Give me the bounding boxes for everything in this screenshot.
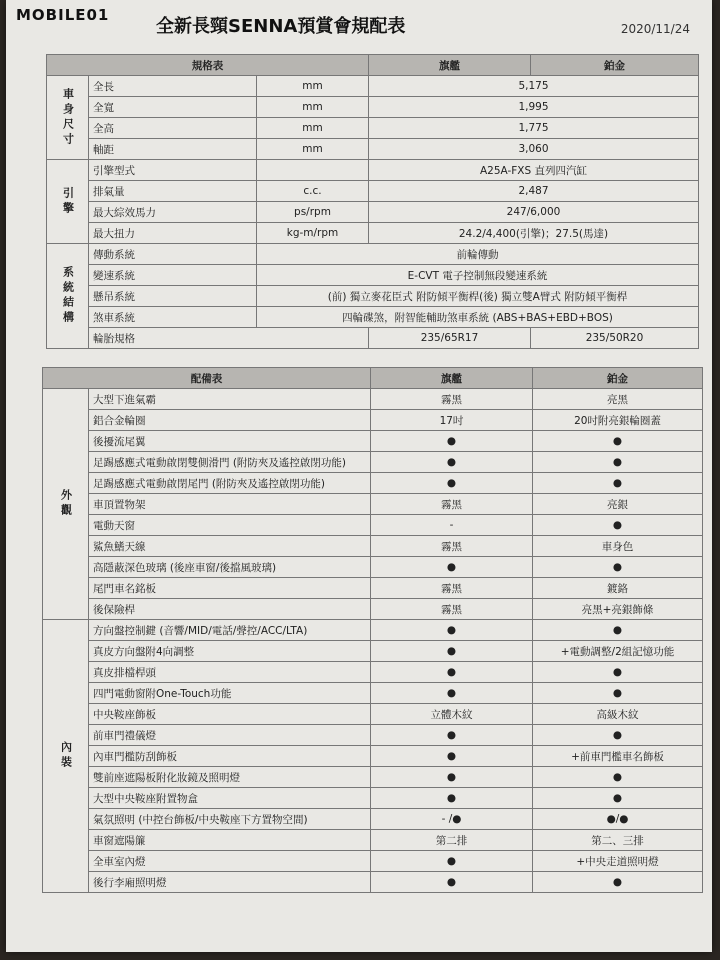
- row-value-platinum: 鍍鉻: [533, 578, 703, 599]
- row-label: 氣氛照明 (中控台飾板/中央鞍座下方置物空間): [89, 809, 371, 830]
- row-value: 1,775: [369, 118, 699, 139]
- group-label-text: 外觀: [59, 489, 73, 519]
- table-row: [47, 139, 699, 160]
- row-value-platinum: ●: [533, 662, 703, 683]
- row-value-flagship: 第二排: [371, 830, 533, 851]
- row-value: 2,487: [369, 181, 699, 202]
- row-unit: [257, 160, 369, 181]
- row-value: 5,175: [369, 76, 699, 97]
- row-value-flagship: -: [371, 515, 533, 536]
- row-label: 車窗遮陽簾: [89, 830, 371, 851]
- row-value-platinum: 高級木紋: [533, 704, 703, 725]
- table-row: [43, 578, 703, 599]
- table-row: [43, 851, 703, 872]
- row-value-flagship: ●: [371, 620, 533, 641]
- row-unit: mm: [257, 97, 369, 118]
- table-row: [47, 223, 699, 244]
- row-label: 足踢感應式電動啟閉雙側滑門 (附防夾及遙控啟閉功能): [89, 452, 371, 473]
- equipment-table: [42, 367, 703, 893]
- group-label-text: 引擎: [61, 186, 75, 217]
- table-row: [43, 431, 703, 452]
- row-label: 中央鞍座飾板: [89, 704, 371, 725]
- row-label: 最大綜效馬力: [89, 202, 257, 223]
- row-value-flagship: ●: [371, 557, 533, 578]
- row-label: 車頂置物架: [89, 494, 371, 515]
- row-unit: mm: [257, 76, 369, 97]
- spec-header-platinum: 鉑金: [531, 55, 699, 76]
- row-value-flagship: 立體木紋: [371, 704, 533, 725]
- spec-header-flagship: 旗艦: [369, 55, 531, 76]
- row-value-platinum: 亮銀: [533, 494, 703, 515]
- spec-header-row: [47, 55, 699, 76]
- row-value-flagship: ●: [371, 872, 533, 893]
- row-value: E-CVT 電子控制無段變速系統: [257, 265, 699, 286]
- row-value-platinum: 亮黑+亮銀飾條: [533, 599, 703, 620]
- group-label: [43, 620, 89, 893]
- row-value: 四輪碟煞，附智能輔助煞車系統 (ABS+BAS+EBD+BOS): [257, 307, 699, 328]
- document-title: 全新長頸SENNA預賞會規配表: [156, 16, 406, 37]
- group-label: [47, 76, 89, 160]
- row-value-platinum: ●: [533, 620, 703, 641]
- row-value-platinum: ●: [533, 872, 703, 893]
- row-value-platinum: +電動調整/2組記憶功能: [533, 641, 703, 662]
- row-value: 1,995: [369, 97, 699, 118]
- row-label: 全寬: [89, 97, 257, 118]
- row-value-platinum: ●: [533, 725, 703, 746]
- table-row: [43, 557, 703, 578]
- row-value-flagship: ●: [371, 683, 533, 704]
- row-label: 鋁合金輪圈: [89, 410, 371, 431]
- table-row: [43, 389, 703, 410]
- group-label-text: 內裝: [59, 741, 73, 771]
- equip-header-row: [43, 368, 703, 389]
- row-label: 前車門禮儀燈: [89, 725, 371, 746]
- row-label: 後擾流尾翼: [89, 431, 371, 452]
- equip-header-label: 配備表: [43, 368, 371, 389]
- table-row: [43, 746, 703, 767]
- row-label: 軸距: [89, 139, 257, 160]
- row-value: 24.2/4,400(引擎)；27.5(馬達): [369, 223, 699, 244]
- row-value: A25A-FXS 直列四汽缸: [369, 160, 699, 181]
- row-unit: ps/rpm: [257, 202, 369, 223]
- table-row: [43, 683, 703, 704]
- table-row: [43, 725, 703, 746]
- row-label: 排氣量: [89, 181, 257, 202]
- row-value-platinum: 車身色: [533, 536, 703, 557]
- row-value-platinum: +前車門檻車名飾板: [533, 746, 703, 767]
- row-value-platinum: ●: [533, 473, 703, 494]
- group-label: [43, 389, 89, 620]
- equip-header-platinum: 鉑金: [533, 368, 703, 389]
- row-unit: mm: [257, 118, 369, 139]
- table-row: [43, 452, 703, 473]
- row-value-flagship: 235/65R17: [369, 328, 531, 349]
- table-row: [47, 202, 699, 223]
- spec-table: [46, 54, 699, 349]
- table-row: [47, 118, 699, 139]
- row-value-platinum: +中央走道照明燈: [533, 851, 703, 872]
- row-unit: mm: [257, 139, 369, 160]
- row-label: 電動天窗: [89, 515, 371, 536]
- table-row: [47, 286, 699, 307]
- row-label: 引擎型式: [89, 160, 257, 181]
- row-label: 雙前座遮陽板附化妝鏡及照明燈: [89, 767, 371, 788]
- row-value-flagship: 霧黑: [371, 494, 533, 515]
- row-value-flagship: - /●: [371, 809, 533, 830]
- row-value: 3,060: [369, 139, 699, 160]
- row-label: 後行李廂照明燈: [89, 872, 371, 893]
- row-label: 煞車系統: [89, 307, 257, 328]
- table-row: [47, 76, 699, 97]
- row-label: 高隱蔽深色玻璃 (後座車窗/後擋風玻璃): [89, 557, 371, 578]
- row-value-flagship: ●: [371, 431, 533, 452]
- table-row: [47, 181, 699, 202]
- row-label: 全長: [89, 76, 257, 97]
- row-value-flagship: 霧黑: [371, 389, 533, 410]
- row-value-platinum: ●: [533, 683, 703, 704]
- row-label: 鯊魚鰭天線: [89, 536, 371, 557]
- row-label: 輪胎規格: [89, 328, 369, 349]
- table-row: [43, 704, 703, 725]
- row-value-platinum: ●: [533, 767, 703, 788]
- table-row: [43, 809, 703, 830]
- row-label: 全車室內燈: [89, 851, 371, 872]
- row-label: 真皮方向盤附4向調整: [89, 641, 371, 662]
- row-value-flagship: ●: [371, 662, 533, 683]
- table-row: [43, 473, 703, 494]
- row-unit: c.c.: [257, 181, 369, 202]
- table-row: [47, 265, 699, 286]
- table-row: [43, 410, 703, 431]
- row-value-platinum: 第二、三排: [533, 830, 703, 851]
- table-row: [43, 767, 703, 788]
- row-label: 後保險桿: [89, 599, 371, 620]
- row-label: 傳動系統: [89, 244, 257, 265]
- row-value-platinum: ●: [533, 452, 703, 473]
- row-value-platinum: ●: [533, 788, 703, 809]
- table-row: [43, 788, 703, 809]
- row-value-platinum: 亮黑: [533, 389, 703, 410]
- table-row: [47, 160, 699, 181]
- document-date: 2020/11/24: [620, 22, 690, 36]
- table-row: [43, 515, 703, 536]
- row-label: 最大扭力: [89, 223, 257, 244]
- mobile01-logo: MOBILE01: [16, 6, 110, 24]
- row-value-flagship: 17吋: [371, 410, 533, 431]
- table-row: [43, 599, 703, 620]
- row-value-flagship: 霧黑: [371, 578, 533, 599]
- row-label: 真皮排檔桿頭: [89, 662, 371, 683]
- row-label: 內車門檻防刮飾板: [89, 746, 371, 767]
- row-value-flagship: ●: [371, 452, 533, 473]
- group-label-text: 車身尺寸: [61, 87, 75, 148]
- spec-sheet-paper: [6, 0, 712, 952]
- row-value-flagship: 霧黑: [371, 599, 533, 620]
- table-row: [43, 830, 703, 851]
- row-label: 全高: [89, 118, 257, 139]
- group-label: [47, 244, 89, 349]
- table-row: [43, 536, 703, 557]
- row-label: 變速系統: [89, 265, 257, 286]
- table-row: [47, 97, 699, 118]
- row-value-flagship: ●: [371, 788, 533, 809]
- row-value: (前) 獨立麥花臣式 附防傾平衡桿(後) 獨立雙A臂式 附防傾平衡桿: [257, 286, 699, 307]
- row-value-platinum: ●: [533, 515, 703, 536]
- equip-header-flagship: 旗艦: [371, 368, 533, 389]
- table-row: [47, 328, 699, 349]
- table-row: [43, 641, 703, 662]
- row-label: 尾門車名銘板: [89, 578, 371, 599]
- row-value-platinum: ●: [533, 557, 703, 578]
- group-label-text: 系統結構: [61, 266, 75, 326]
- row-label: 大型中央鞍座附置物盒: [89, 788, 371, 809]
- table-row: [43, 662, 703, 683]
- row-value-flagship: ●: [371, 641, 533, 662]
- row-value: 前輪傳動: [257, 244, 699, 265]
- table-row: [47, 307, 699, 328]
- row-value-flagship: ●: [371, 767, 533, 788]
- table-row: [43, 872, 703, 893]
- table-row: [47, 244, 699, 265]
- spec-header-label: 規格表: [47, 55, 369, 76]
- row-label: 懸吊系統: [89, 286, 257, 307]
- row-value-flagship: ●: [371, 851, 533, 872]
- row-value-flagship: ●: [371, 473, 533, 494]
- row-value-flagship: ●: [371, 746, 533, 767]
- row-value: 247/6,000: [369, 202, 699, 223]
- row-unit: kg-m/rpm: [257, 223, 369, 244]
- row-value-platinum: 20吋附亮銀輪圈蓋: [533, 410, 703, 431]
- row-label: 足踢感應式電動啟閉尾門 (附防夾及遙控啟閉功能): [89, 473, 371, 494]
- group-label: [47, 160, 89, 244]
- row-label: 方向盤控制鍵 (音響/MID/電話/聲控/ACC/LTA): [89, 620, 371, 641]
- row-label: 大型下進氣霸: [89, 389, 371, 410]
- row-value-flagship: 霧黑: [371, 536, 533, 557]
- row-label: 四門電動窗附One-Touch功能: [89, 683, 371, 704]
- row-value-platinum: ●/●: [533, 809, 703, 830]
- row-value-platinum: 235/50R20: [531, 328, 699, 349]
- row-value-platinum: ●: [533, 431, 703, 452]
- row-value-flagship: ●: [371, 725, 533, 746]
- table-row: [43, 620, 703, 641]
- table-row: [43, 494, 703, 515]
